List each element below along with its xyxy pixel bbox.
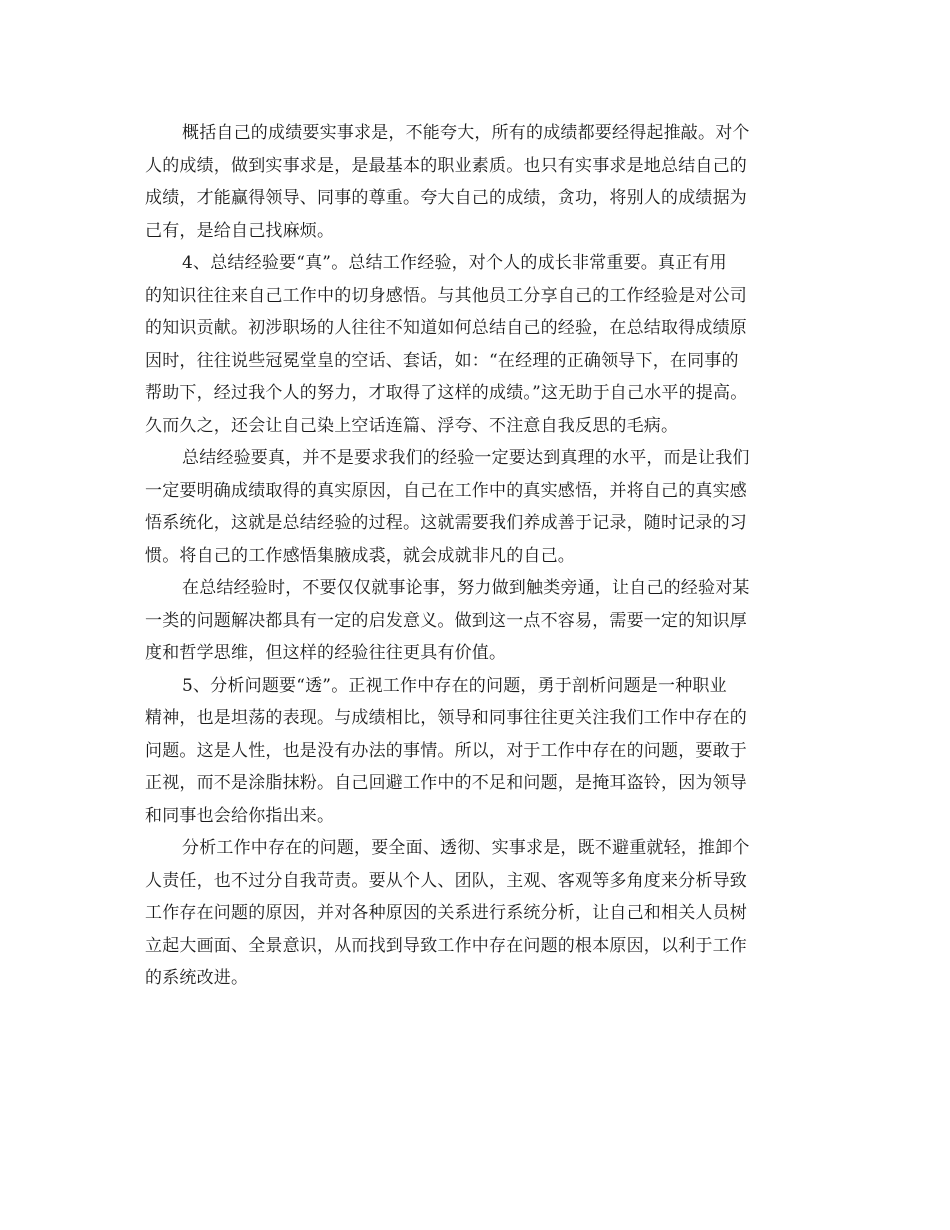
text-line: 精神，也是坦荡的表现。与成绩相比，领导和同事往往更关注我们工作中存在的 <box>145 708 747 728</box>
text-line: 惯。将自己的工作感悟集腋成裘，就会成就非凡的自己。 <box>145 545 575 566</box>
text-line: 悟系统化，这就是总结经验的过程。这就需要我们养成善于记录，随时记录的习 <box>145 513 747 533</box>
text-line: 和同事也会给你指出来。 <box>145 805 335 826</box>
text-line: 分析工作中存在的问题，要全面、透彻、实事求是，既不避重就轻，推卸个 <box>182 838 750 858</box>
text-line: 概括自己的成绩要实事求是，不能夸大，所有的成绩都要经得起推敲。对个 <box>182 123 750 143</box>
text-line: 人责任，也不过分自我苛责。要从个人、团队，主观、客观等多角度来分析导致 <box>145 870 747 891</box>
text-line: 帮助下，经过我个人的努力，才取得了这样的成绩。”这无助于自己水平的提高。 <box>145 383 748 403</box>
text-line: 因时，往往说些冠冕堂皇的空话、套话，如：“在经理的正确领导下，在同事的 <box>145 350 739 371</box>
text-line: 工作存在问题的原因，并对各种原因的关系进行系统分析，让自己和相关人员树 <box>145 903 747 923</box>
text-line: 度和哲学思维，但这样的经验往往更具有价值。 <box>145 643 507 663</box>
text-line: 5、分析问题要“透”。正视工作中存在的问题，勇于剖析问题是一种职业 <box>182 675 727 696</box>
text-line: 正视，而不是涂脂抹粉。自己回避工作中的不足和问题，是掩耳盗铃，因为领导 <box>145 773 747 793</box>
text-line: 立起大画面、全景意识，从而找到导致工作中存在问题的根本原因，以利于工作 <box>145 935 747 956</box>
text-line: 成绩，才能赢得领导、同事的尊重。夸大自己的成绩，贪功，将别人的成绩据为 <box>145 188 747 208</box>
text-line: 一类的问题解决都具有一定的启发意义。做到这一点不容易，需要一定的知识厚 <box>145 610 747 631</box>
document-body <box>145 117 810 995</box>
text-line: 的系统改进。 <box>145 968 249 988</box>
text-line: 人的成绩，做到实事求是，是最基本的职业素质。也只有实事求是地总结自己的 <box>145 155 747 176</box>
text-line: 己有，是给自己找麻烦。 <box>145 220 335 241</box>
text-line: 问题。这是人性，也是没有办法的事情。所以，对于工作中存在的问题，要敢于 <box>145 740 747 761</box>
text-line: 一定要明确成绩取得的真实原因，自己在工作中的真实感悟，并将自己的真实感 <box>145 480 747 501</box>
text-line: 久而久之，还会让自己染上空话连篇、浮夸、不注意自我反思的毛病。 <box>145 415 679 436</box>
text-line: 总结经验要真，并不是要求我们的经验一定要达到真理的水平，而是让我们 <box>182 448 750 468</box>
text-line: 4、总结经验要“真”。总结工作经验，对个人的成长非常重要。真正有用 <box>182 253 727 273</box>
text-line: 在总结经验时，不要仅仅就事论事，努力做到触类旁通，让自己的经验对某 <box>182 578 750 598</box>
text-line: 的知识贡献。初涉职场的人往往不知道如何总结自己的经验，在总结取得成绩原 <box>145 318 747 338</box>
text-line: 的知识往往来自己工作中的切身感悟。与其他员工分享自己的工作经验是对公司 <box>145 285 747 306</box>
